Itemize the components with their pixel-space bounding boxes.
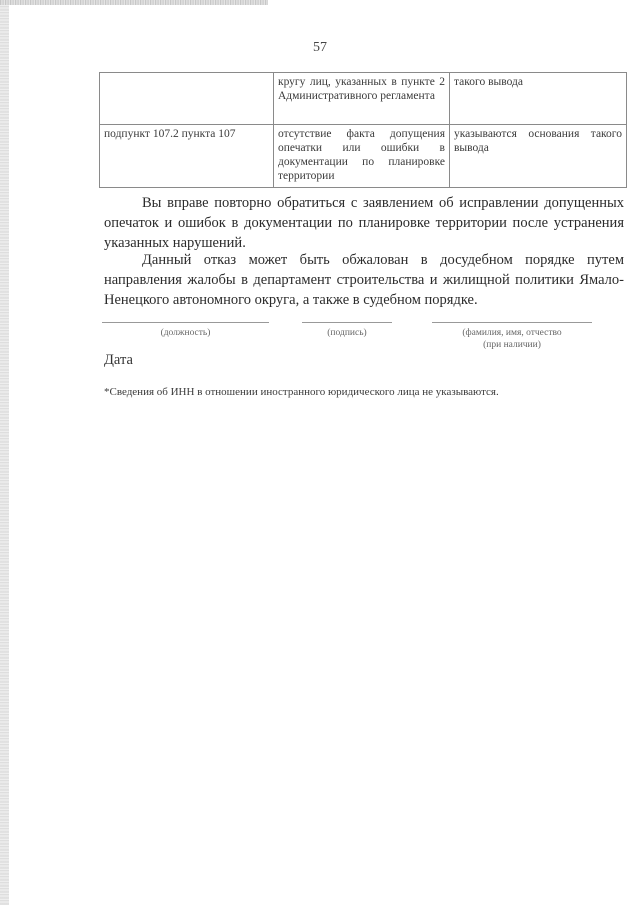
table-cell-ground: кругу лиц, указанных в пункте 2 Административного регламента [274,73,450,125]
name-caption: (фамилия, имя, отчество (при наличии) [462,328,562,350]
table-row [100,73,627,125]
table-row [100,125,627,188]
grounds-table [99,72,627,188]
table-cell-reference: подпункт 107.2 пункта 107 [100,125,274,188]
table-cell-explanation: указываются основания такого вывода [450,125,627,188]
scan-edge-left [0,0,9,905]
table-cell-explanation: такого вывода [450,73,627,125]
table-cell-reference [100,73,274,125]
name-line [432,322,592,323]
table-cell-ground: отсутствие факта допущения опечатки или ошибки в документации по планировке территории [274,125,450,188]
signature-caption: (подпись) [327,328,367,338]
page-number: 57 [313,40,327,55]
inn-footnote: *Сведения об ИНН в отношении иностранного юридического лица не указываются. [104,386,499,398]
date-label: Дата [104,352,133,368]
appeal-paragraph: Данный отказ может быть обжалован в досудебном порядке путем направления жалобы в департамент строительства и жилищной политики Ямало-Ненецкого автономного округа, а также в судебном порядке. [104,252,624,308]
scan-edge-top [0,0,268,5]
position-caption: (должность) [160,328,211,338]
reapply-paragraph: Вы вправе повторно обратиться с заявлением об исправлении допущенных опечаток и ошибок в документации по планировке территории после устранения указанных нарушений. [104,195,624,251]
signature-line [302,322,392,323]
position-line [102,322,269,323]
